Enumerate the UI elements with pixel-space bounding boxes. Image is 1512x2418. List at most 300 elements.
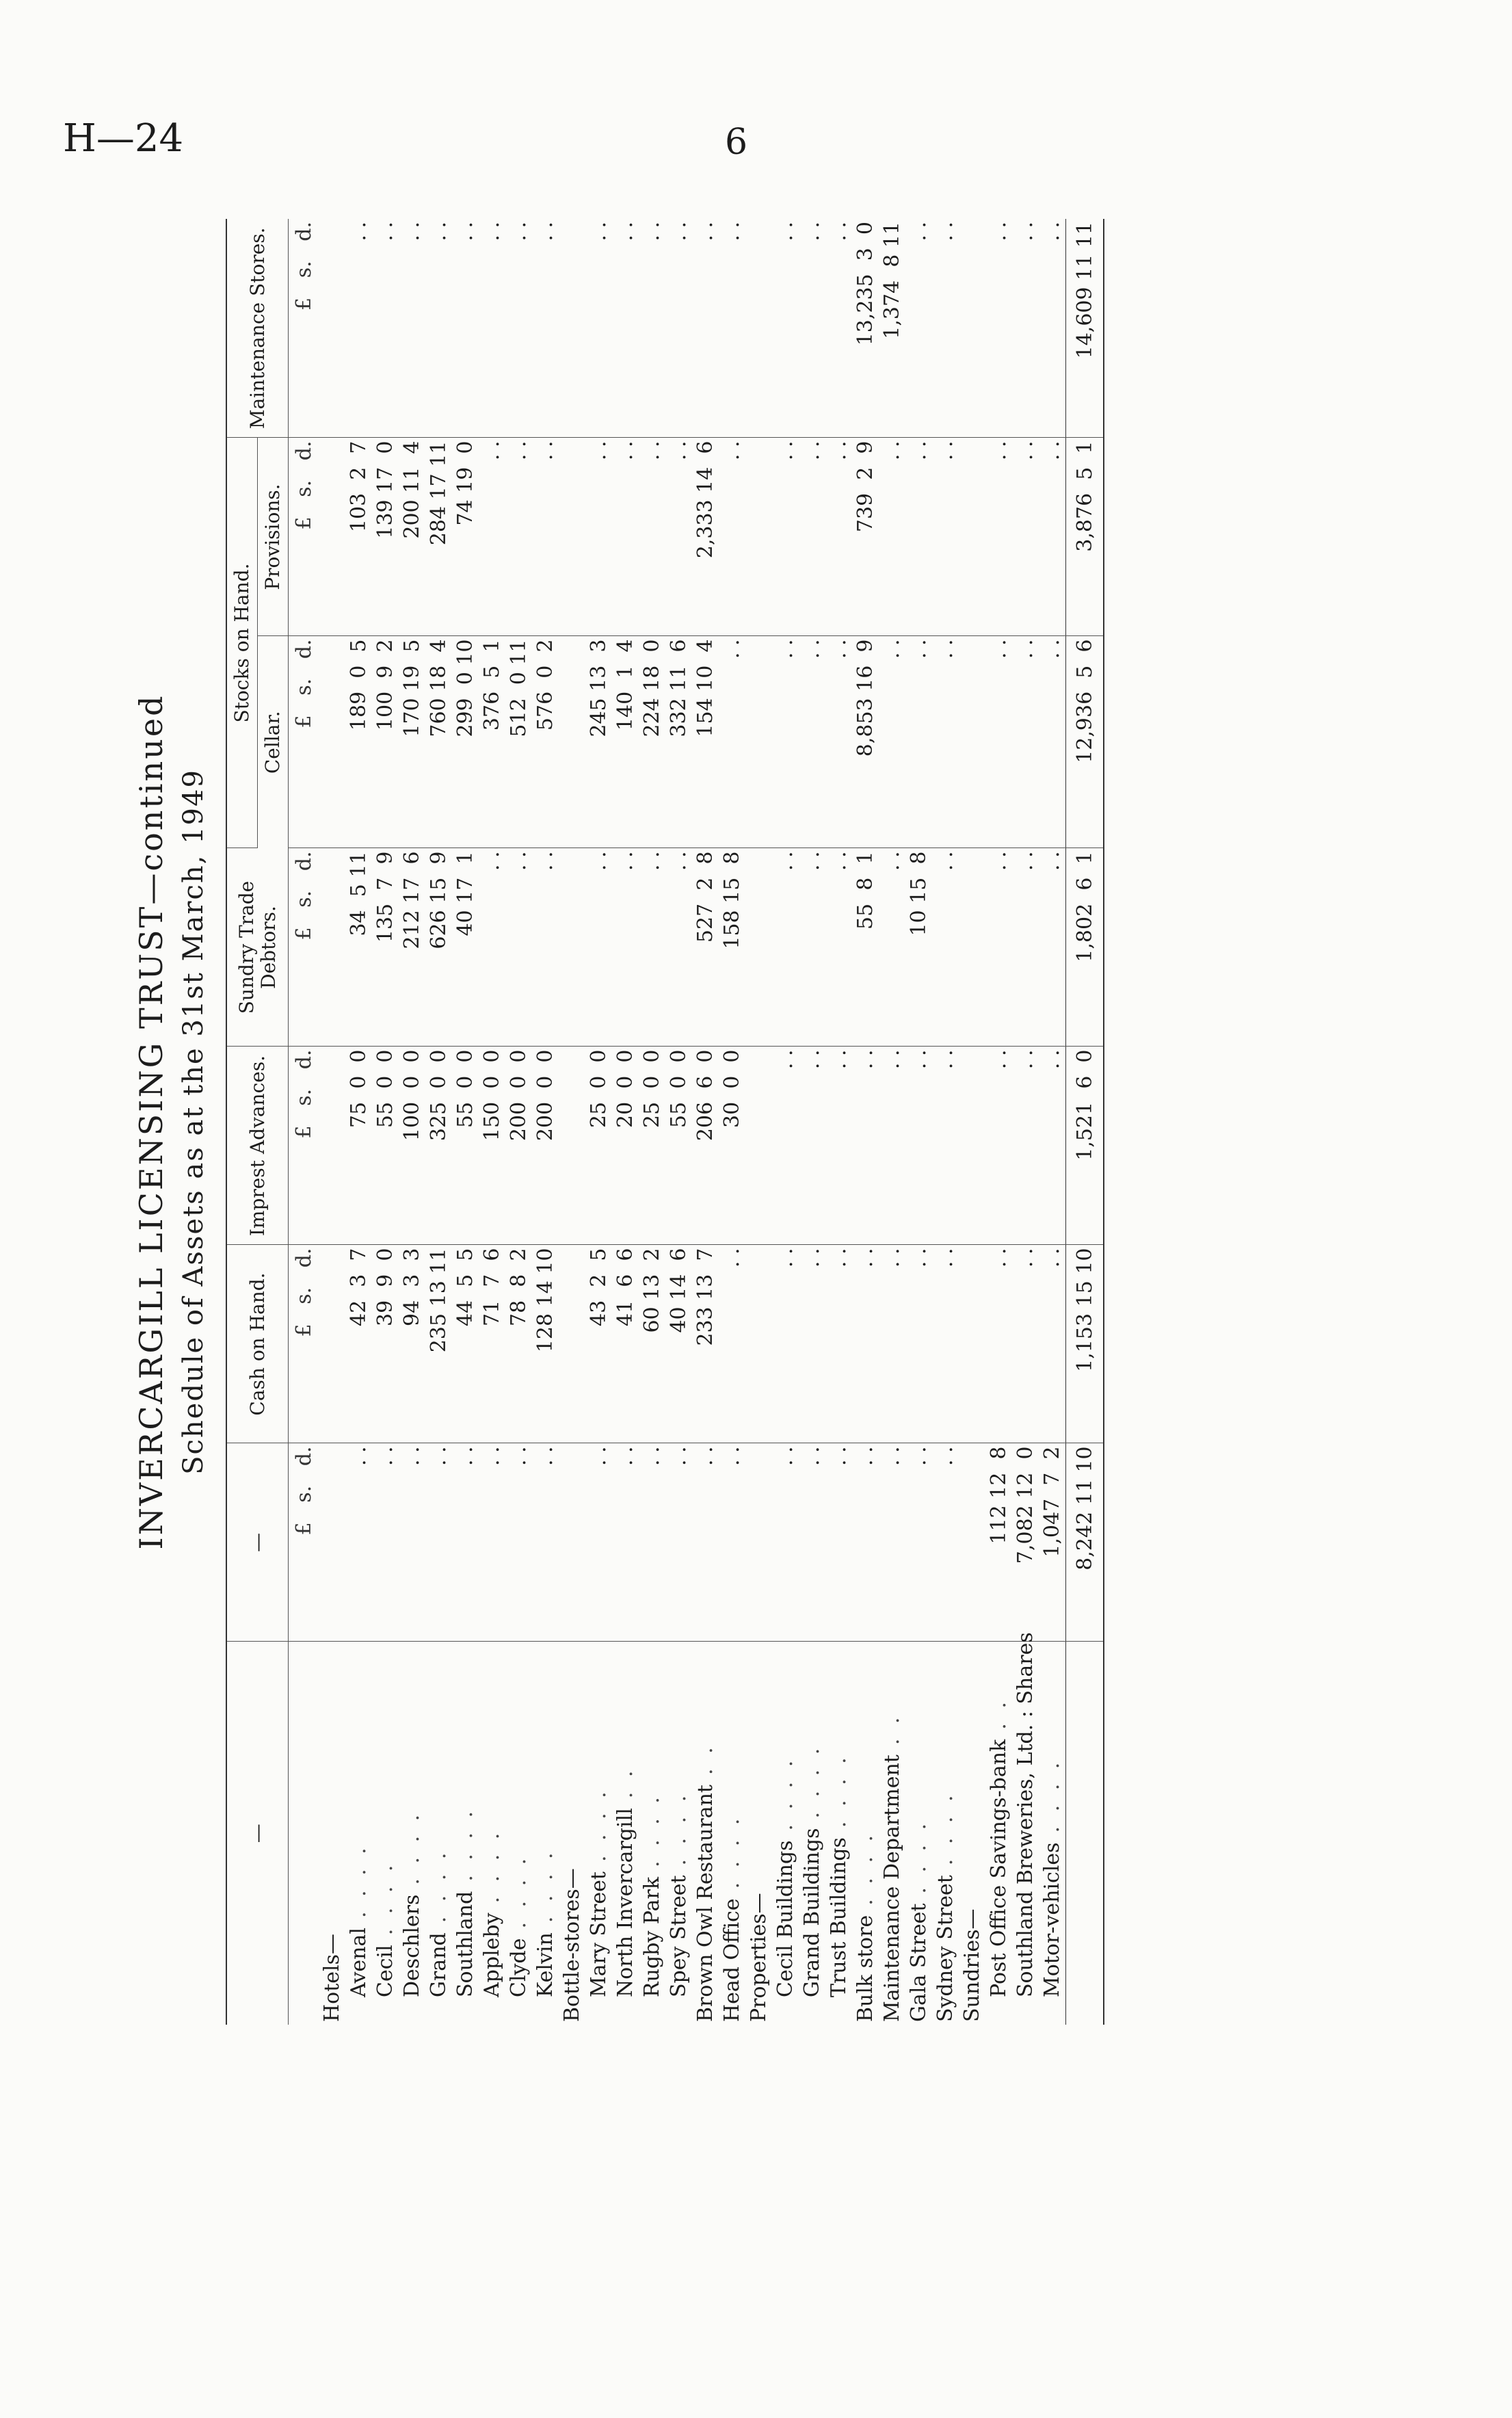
leader-dots: . . . . xyxy=(347,1843,371,1919)
row-label: Properties— xyxy=(747,1893,771,2022)
table-row xyxy=(719,219,745,2025)
total-debtors: 1,802 6 1 xyxy=(1066,848,1104,1047)
cash-cell: . . xyxy=(825,1245,852,1443)
imprest-cell: 150 0 0 xyxy=(479,1047,505,1245)
imprest-cell: 206 6 0 xyxy=(692,1047,719,1245)
cash-cell: 41 6 6 xyxy=(612,1245,639,1443)
table-row xyxy=(425,219,452,2025)
units-cell: £ s. d. xyxy=(289,636,319,848)
cellar-cell: 170 19 5 xyxy=(399,636,425,848)
imprest-cell: 55 0 0 xyxy=(665,1047,692,1245)
cellar-cell: . . xyxy=(719,636,745,848)
leader-dots: . . . . xyxy=(933,1791,958,1866)
row-label: Appleby xyxy=(480,1913,505,1997)
cellar-cell: . . xyxy=(985,636,1012,848)
debtors-cell: . . xyxy=(1039,848,1066,1047)
row-label-cell xyxy=(905,1642,932,2025)
cash-cell: 42 3 7 xyxy=(345,1245,372,1443)
investments-cell xyxy=(319,1443,345,1642)
maintenance-cell: . . xyxy=(479,219,505,438)
row-label-cell xyxy=(879,1642,905,2025)
imprest-cell: . . xyxy=(772,1047,799,1245)
totals-row xyxy=(1066,219,1104,2025)
debtors-cell: . . xyxy=(665,848,692,1047)
row-label: Bulk store xyxy=(853,1915,878,2022)
table-row xyxy=(985,219,1012,2025)
row-label-cell xyxy=(799,1642,825,2025)
cellar-cell: . . xyxy=(905,636,932,848)
leader-dots: . . . . xyxy=(640,1793,665,1867)
provisions-cell: . . xyxy=(479,438,505,636)
row-label-cell xyxy=(612,1642,639,2025)
maintenance-cell: . . xyxy=(985,219,1012,438)
row-label: Sundries— xyxy=(960,1908,985,2022)
investments-cell: . . xyxy=(932,1443,959,1642)
row-label: Trust Buildings xyxy=(827,1837,851,1997)
cash-cell: . . xyxy=(905,1245,932,1443)
maintenance-cell: . . xyxy=(639,219,665,438)
cash-cell: 94 3 3 xyxy=(399,1245,425,1443)
header-cash: Cash on Hand. xyxy=(226,1245,289,1443)
provisions-cell: . . xyxy=(1039,438,1066,636)
units-cell: £ s. d. xyxy=(289,219,319,438)
row-label-cell xyxy=(505,1642,532,2025)
provisions-cell: . . xyxy=(505,438,532,636)
investments-cell: . . xyxy=(852,1443,879,1642)
cellar-cell: . . xyxy=(932,636,959,848)
assets-schedule-table xyxy=(226,219,1104,2025)
investments-cell: . . xyxy=(719,1443,745,1642)
investments-cell: . . xyxy=(825,1443,852,1642)
cash-cell: . . xyxy=(1012,1245,1039,1443)
row-label-cell xyxy=(772,1642,799,2025)
table-row xyxy=(1012,219,1039,2025)
row-label: Avenal xyxy=(347,1928,371,1997)
imprest-cell: 25 0 0 xyxy=(585,1047,612,1245)
cash-cell xyxy=(319,1245,345,1443)
row-label-cell xyxy=(719,1642,745,2025)
maintenance-cell xyxy=(959,219,985,438)
table-row xyxy=(772,219,799,2025)
imprest-cell: . . xyxy=(852,1047,879,1245)
debtors-cell: . . xyxy=(825,848,852,1047)
maintenance-cell: . . xyxy=(532,219,559,438)
investments-cell: 1,047 7 2 xyxy=(1039,1443,1066,1642)
investments-cell: . . xyxy=(799,1443,825,1642)
row-label: Southland Breweries, Ltd. : Shares xyxy=(1013,1632,1038,1997)
maintenance-cell: . . xyxy=(825,219,852,438)
provisions-cell: 103 2 7 xyxy=(345,438,372,636)
leader-dots: . . . . xyxy=(853,1830,878,1906)
table-row xyxy=(639,219,665,2025)
schedule-body xyxy=(289,219,1066,2025)
maintenance-cell: . . xyxy=(932,219,959,438)
investments-cell: . . xyxy=(612,1443,639,1642)
investments-cell: . . xyxy=(772,1443,799,1642)
cellar-cell: 8,853 16 9 xyxy=(852,636,879,848)
row-label: Post Office Savings-bank xyxy=(987,1739,1011,1997)
imprest-cell: 200 0 0 xyxy=(505,1047,532,1245)
table-row xyxy=(399,219,425,2025)
debtors-cell xyxy=(959,848,985,1047)
leader-dots: . . . . xyxy=(400,1810,425,1885)
maintenance-cell: . . xyxy=(772,219,799,438)
provisions-cell: . . xyxy=(585,438,612,636)
investments-cell: . . xyxy=(425,1443,452,1642)
cash-cell: . . xyxy=(879,1245,905,1443)
investments-cell: . . xyxy=(692,1443,719,1642)
investments-cell: . . xyxy=(639,1443,665,1642)
table-row xyxy=(319,219,345,2025)
table-row xyxy=(1039,219,1066,2025)
cellar-cell xyxy=(319,636,345,848)
row-label-cell xyxy=(532,1642,559,2025)
header-imprest: Imprest Advances. xyxy=(226,1047,289,1245)
investments-cell: . . xyxy=(345,1443,372,1642)
leader-dots: . . . . xyxy=(800,1744,825,1819)
row-label-cell xyxy=(745,1642,772,2025)
investments-cell: . . xyxy=(372,1443,399,1642)
cash-cell: . . xyxy=(932,1245,959,1443)
leader-dots: . . xyxy=(987,1698,1011,1730)
table-row xyxy=(559,219,585,2025)
table-row xyxy=(479,219,505,2025)
debtors-cell: 527 2 8 xyxy=(692,848,719,1047)
cash-cell: 40 14 6 xyxy=(665,1245,692,1443)
provisions-cell: . . xyxy=(639,438,665,636)
debtors-cell xyxy=(745,848,772,1047)
cellar-cell: 154 10 4 xyxy=(692,636,719,848)
debtors-cell: . . xyxy=(532,848,559,1047)
document-subtitle: Schedule of Assets as at the 31st March, 1949 xyxy=(178,769,209,1475)
maintenance-cell: . . xyxy=(425,219,452,438)
header-investments: — xyxy=(226,1443,289,1642)
row-label-cell xyxy=(399,1642,425,2025)
cash-cell: 71 7 6 xyxy=(479,1245,505,1443)
maintenance-cell: . . xyxy=(452,219,479,438)
debtors-cell: 34 5 11 xyxy=(345,848,372,1047)
cash-cell: 235 13 11 xyxy=(425,1245,452,1443)
row-label-cell xyxy=(985,1642,1012,2025)
imprest-cell: . . xyxy=(1039,1047,1066,1245)
provisions-cell: . . xyxy=(932,438,959,636)
cash-cell: . . xyxy=(852,1245,879,1443)
debtors-cell: 40 17 1 xyxy=(452,848,479,1047)
row-label: Sydney Street xyxy=(933,1875,958,2022)
total-cash: 1,153 15 10 xyxy=(1066,1245,1104,1443)
header-stocks: Stocks on Hand. xyxy=(226,438,258,848)
total-provisions: 3,876 5 1 xyxy=(1066,438,1104,636)
row-label: Kelvin xyxy=(533,1932,558,1997)
cellar-cell: . . xyxy=(799,636,825,848)
cellar-cell: . . xyxy=(1012,636,1039,848)
total-maintenance: 14,609 11 11 xyxy=(1066,219,1104,438)
provisions-cell: . . xyxy=(825,438,852,636)
cellar-cell: 189 0 5 xyxy=(345,636,372,848)
provisions-cell: . . xyxy=(719,438,745,636)
investments-cell: . . xyxy=(452,1443,479,1642)
header-cellar: Cellar. xyxy=(258,636,289,848)
imprest-cell xyxy=(959,1047,985,1245)
table-row xyxy=(452,219,479,2025)
debtors-cell: . . xyxy=(932,848,959,1047)
table-row xyxy=(959,219,985,2025)
cash-cell: 78 8 2 xyxy=(505,1245,532,1443)
cash-cell: . . xyxy=(719,1245,745,1443)
debtors-cell: . . xyxy=(985,848,1012,1047)
maintenance-cell: . . xyxy=(505,219,532,438)
investments-cell: . . xyxy=(532,1443,559,1642)
imprest-cell xyxy=(319,1047,345,1245)
units-cell: £ s. d. xyxy=(289,1245,319,1443)
row-label: Hotels— xyxy=(320,1933,345,2022)
table-row xyxy=(665,219,692,2025)
cellar-cell: 512 0 11 xyxy=(505,636,532,848)
leader-dots: . . . . xyxy=(587,1787,611,1863)
maintenance-cell: . . xyxy=(799,219,825,438)
maintenance-cell xyxy=(319,219,345,438)
row-label: Gala Street xyxy=(907,1903,931,2022)
units-row xyxy=(289,219,319,2025)
leader-dots: . . . . xyxy=(373,1861,398,1936)
maintenance-cell: . . xyxy=(692,219,719,438)
cash-cell: 60 13 2 xyxy=(639,1245,665,1443)
imprest-cell: 325 0 0 xyxy=(425,1047,452,1245)
imprest-cell: 200 0 0 xyxy=(532,1047,559,1245)
investments-cell: . . xyxy=(665,1443,692,1642)
row-label-cell xyxy=(825,1642,852,2025)
debtors-cell: . . xyxy=(1012,848,1039,1047)
imprest-cell xyxy=(559,1047,585,1245)
row-label-cell xyxy=(932,1642,959,2025)
row-label-cell xyxy=(959,1642,985,2025)
cellar-cell: 224 18 0 xyxy=(639,636,665,848)
row-label-cell xyxy=(372,1642,399,2025)
row-label: Bottle-stores— xyxy=(560,1868,585,2022)
row-label: Spey Street xyxy=(667,1875,691,1997)
cellar-cell: 376 5 1 xyxy=(479,636,505,848)
cellar-cell: . . xyxy=(825,636,852,848)
leader-dots: . . . . xyxy=(533,1848,558,1923)
leader-dots: . . . . xyxy=(480,1828,505,1904)
row-label: Maintenance Department xyxy=(880,1755,905,2022)
debtors-cell: . . xyxy=(799,848,825,1047)
leader-dots: . . . . xyxy=(720,1814,745,1889)
leader-dots: . . . . xyxy=(667,1791,691,1866)
debtors-cell: . . xyxy=(879,848,905,1047)
table-row xyxy=(345,219,372,2025)
table-row xyxy=(905,219,932,2025)
maintenance-cell: . . xyxy=(665,219,692,438)
cash-cell: 44 5 5 xyxy=(452,1245,479,1443)
imprest-cell: 20 0 0 xyxy=(612,1047,639,1245)
cellar-cell xyxy=(745,636,772,848)
row-label-cell xyxy=(692,1642,719,2025)
investments-cell: . . xyxy=(905,1443,932,1642)
header-provisions: Provisions. xyxy=(258,438,289,636)
table-row xyxy=(612,219,639,2025)
row-label: Head Office xyxy=(720,1898,745,2022)
cash-cell: . . xyxy=(985,1245,1012,1443)
investments-cell: . . xyxy=(505,1443,532,1642)
imprest-cell: 55 0 0 xyxy=(452,1047,479,1245)
row-label: Cecil xyxy=(373,1945,398,1997)
cellar-cell: 140 1 4 xyxy=(612,636,639,848)
maintenance-cell: . . xyxy=(585,219,612,438)
row-label-cell xyxy=(639,1642,665,2025)
imprest-cell xyxy=(745,1047,772,1245)
imprest-cell: . . xyxy=(932,1047,959,1245)
cellar-cell: 760 18 4 xyxy=(425,636,452,848)
cash-cell xyxy=(959,1245,985,1443)
table-row xyxy=(825,219,852,2025)
cellar-cell: . . xyxy=(879,636,905,848)
maintenance-cell: . . xyxy=(1012,219,1039,438)
debtors-cell xyxy=(319,848,345,1047)
row-label: North Invercargill xyxy=(613,1808,638,1997)
cellar-cell: . . xyxy=(772,636,799,848)
provisions-cell: . . xyxy=(905,438,932,636)
row-label-cell xyxy=(425,1642,452,2025)
totals-label xyxy=(1066,1642,1104,2025)
maintenance-cell: . . xyxy=(372,219,399,438)
cellar-cell: 332 11 6 xyxy=(665,636,692,848)
units-cell: £ s. d. xyxy=(289,1443,319,1642)
cash-cell: . . xyxy=(1039,1245,1066,1443)
rotated-table-block xyxy=(116,219,1210,2025)
row-label: Deschlers xyxy=(400,1894,425,1997)
table-row xyxy=(505,219,532,2025)
maintenance-cell: . . xyxy=(719,219,745,438)
provisions-cell: . . xyxy=(985,438,1012,636)
table-row xyxy=(372,219,399,2025)
debtors-cell: . . xyxy=(585,848,612,1047)
leader-dots: . . xyxy=(880,1713,905,1746)
leader-dots: . . . . xyxy=(453,1806,478,1882)
debtors-cell: 10 15 8 xyxy=(905,848,932,1047)
provisions-cell: 200 11 4 xyxy=(399,438,425,636)
provisions-cell: 284 17 11 xyxy=(425,438,452,636)
table-row xyxy=(932,219,959,2025)
row-label-cell xyxy=(345,1642,372,2025)
table-row xyxy=(532,219,559,2025)
imprest-cell: . . xyxy=(1012,1047,1039,1245)
cellar-cell: 245 13 3 xyxy=(585,636,612,848)
row-label: Motor-vehicles xyxy=(1040,1842,1065,1997)
debtors-cell: . . xyxy=(505,848,532,1047)
debtors-cell: . . xyxy=(612,848,639,1047)
debtors-cell xyxy=(559,848,585,1047)
row-label: Brown Owl Restaurant xyxy=(693,1785,718,2022)
header-maintenance: Maintenance Stores. xyxy=(226,219,289,438)
row-label: Southland xyxy=(453,1891,478,1997)
units-cell xyxy=(289,1642,319,2025)
maintenance-cell: . . xyxy=(1039,219,1066,438)
leader-dots: . . . . xyxy=(427,1848,451,1923)
investments-cell: 112 12 8 xyxy=(985,1443,1012,1642)
leader-dots: . . . . xyxy=(827,1753,851,1828)
cellar-cell xyxy=(959,636,985,848)
investments-cell: . . xyxy=(879,1443,905,1642)
provisions-cell xyxy=(559,438,585,636)
row-label: Grand xyxy=(427,1932,451,1997)
cash-cell: . . xyxy=(772,1245,799,1443)
debtors-cell: 55 8 1 xyxy=(852,848,879,1047)
cash-cell xyxy=(559,1245,585,1443)
debtors-cell: . . xyxy=(639,848,665,1047)
imprest-cell: . . xyxy=(905,1047,932,1245)
maintenance-cell xyxy=(745,219,772,438)
maintenance-cell: 1,374 8 11 xyxy=(879,219,905,438)
total-investments: 8,242 11 10 xyxy=(1066,1443,1104,1642)
cellar-cell: 576 0 2 xyxy=(532,636,559,848)
provisions-cell: . . xyxy=(532,438,559,636)
imprest-cell: 75 0 0 xyxy=(345,1047,372,1245)
table-row xyxy=(692,219,719,2025)
leader-dots: . . . . xyxy=(773,1756,798,1831)
header-description: — xyxy=(226,1642,289,2025)
row-label-cell xyxy=(1039,1642,1066,2025)
imprest-cell: 100 0 0 xyxy=(399,1047,425,1245)
table-row xyxy=(879,219,905,2025)
provisions-cell xyxy=(959,438,985,636)
imprest-cell: . . xyxy=(799,1047,825,1245)
leader-dots: . . xyxy=(693,1743,718,1775)
imprest-cell: 55 0 0 xyxy=(372,1047,399,1245)
leader-dots: . . xyxy=(613,1766,638,1799)
imprest-cell: . . xyxy=(985,1047,1012,1245)
cash-cell: 43 2 5 xyxy=(585,1245,612,1443)
cellar-cell: 100 9 2 xyxy=(372,636,399,848)
provisions-cell xyxy=(319,438,345,636)
cash-cell: . . xyxy=(799,1245,825,1443)
cash-cell: 39 9 0 xyxy=(372,1245,399,1443)
provisions-cell: . . xyxy=(772,438,799,636)
imprest-cell: 25 0 0 xyxy=(639,1047,665,1245)
row-label: Rugby Park xyxy=(640,1876,665,1997)
leader-dots: . . . . xyxy=(507,1854,531,1929)
maintenance-cell: . . xyxy=(612,219,639,438)
investments-cell: . . xyxy=(399,1443,425,1642)
debtors-cell: 212 17 6 xyxy=(399,848,425,1047)
debtors-cell: 626 15 9 xyxy=(425,848,452,1047)
leader-dots: . . . . xyxy=(1040,1758,1065,1833)
investments-cell xyxy=(559,1443,585,1642)
page-number: 6 xyxy=(725,122,748,163)
table-row xyxy=(799,219,825,2025)
units-cell: £ s. d. xyxy=(289,438,319,636)
total-imprest: 1,521 6 0 xyxy=(1066,1047,1104,1245)
provisions-cell: . . xyxy=(799,438,825,636)
cash-cell: 128 14 10 xyxy=(532,1245,559,1443)
investments-cell xyxy=(745,1443,772,1642)
maintenance-cell: . . xyxy=(905,219,932,438)
provisions-cell: . . xyxy=(612,438,639,636)
row-label-cell xyxy=(665,1642,692,2025)
leader-dots: . . . . xyxy=(907,1819,931,1894)
header-debtors: Sundry Trade Debtors. xyxy=(226,848,289,1047)
imprest-cell: . . xyxy=(825,1047,852,1245)
provisions-cell: 739 2 9 xyxy=(852,438,879,636)
debtors-cell: 135 7 9 xyxy=(372,848,399,1047)
debtors-cell: . . xyxy=(772,848,799,1047)
provisions-cell: . . xyxy=(665,438,692,636)
row-label-cell xyxy=(1012,1632,1039,2025)
units-cell: £ s. d. xyxy=(289,848,319,1047)
row-label-cell xyxy=(452,1642,479,2025)
provisions-cell: . . xyxy=(879,438,905,636)
cash-cell xyxy=(745,1245,772,1443)
